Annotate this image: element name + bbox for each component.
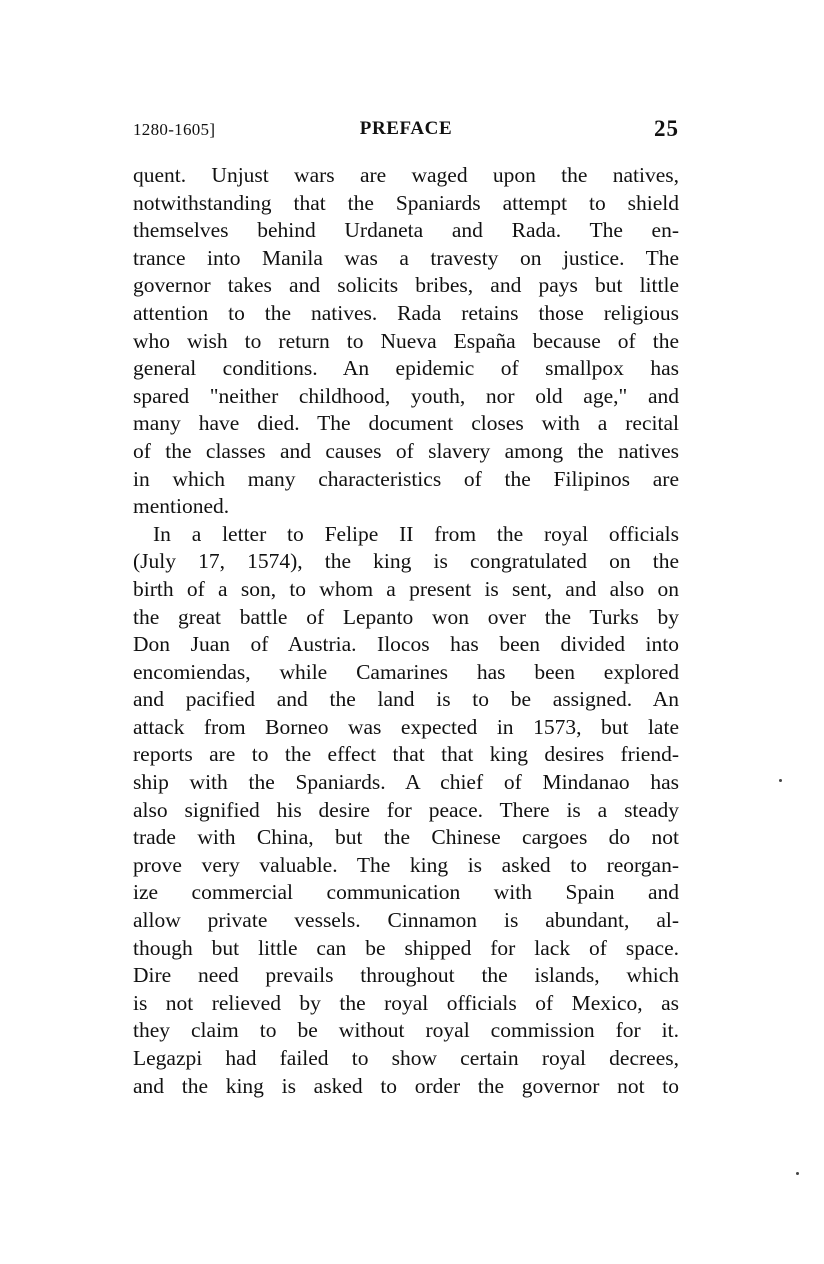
- text-line: prove very valuable. The king is asked to reorgan-: [133, 852, 679, 877]
- text-line: attack from Borneo was expected in 1573, but late: [133, 714, 679, 739]
- text-line: (July 17, 1574), the king is congratulated on the: [133, 549, 679, 574]
- running-head: [133, 116, 679, 146]
- text-line: the great battle of Lepanto won over the Turks by: [133, 604, 679, 629]
- paragraph-end-line: mentioned.: [133, 494, 230, 519]
- text-line: also signified his desire for peace. There is a steady: [133, 797, 679, 822]
- text-line: and the king is asked to order the governor not to: [133, 1073, 679, 1098]
- paragraph-start-line: In a letter to Felipe II from the royal officials: [153, 521, 679, 546]
- text-line: ize commercial communication with Spain and: [133, 880, 679, 905]
- text-line: who wish to return to Nueva España because of the: [133, 328, 679, 353]
- text-line: birth of a son, to whom a present is sent, and also on: [133, 576, 679, 601]
- text-line: notwithstanding that the Spaniards attempt to shield: [133, 190, 679, 215]
- running-head-date-range: 1280-1605]: [133, 120, 216, 139]
- text-line: Legazpi had failed to show certain royal decrees,: [133, 1046, 679, 1070]
- text-line: attention to the natives. Rada retains those religious: [133, 300, 679, 325]
- text-line: spared "neither childhood, youth, nor old age," and: [133, 383, 679, 408]
- text-line: trance into Manila was a travesty on justice. The: [133, 245, 679, 270]
- text-line: Don Juan of Austria. Ilocos has been divided into: [133, 632, 679, 657]
- text-line: reports are to the effect that that king desires friend-: [133, 742, 679, 767]
- page-number: 25: [654, 116, 679, 141]
- text-line: general conditions. An epidemic of smallpox has: [133, 356, 679, 381]
- scan-speck: [796, 1172, 799, 1175]
- text-line: in which many characteristics of the Filipinos are: [133, 466, 679, 491]
- text-line: quent. Unjust wars are waged upon the natives,: [133, 163, 679, 187]
- body-text: [133, 162, 679, 1100]
- text-line: governor takes and solicits bribes, and pays but little: [133, 273, 679, 298]
- text-line: they claim to be without royal commission for it.: [133, 1018, 679, 1043]
- running-head-title: PREFACE: [359, 118, 453, 139]
- text-line: ship with the Spaniards. A chief of Mindanao has: [133, 770, 679, 795]
- text-line: encomiendas, while Camarines has been explored: [133, 659, 679, 684]
- text-line: of the classes and causes of slavery among the natives: [133, 438, 679, 463]
- text-line: though but little can be shipped for lack of space.: [133, 935, 679, 960]
- text-line: and pacified and the land is to be assigned. An: [133, 687, 679, 712]
- scan-speck: [779, 779, 782, 782]
- text-line: many have died. The document closes with a recital: [133, 411, 679, 436]
- text-line: trade with China, but the Chinese cargoes do not: [133, 825, 679, 850]
- text-line: allow private vessels. Cinnamon is abundant, al-: [133, 908, 679, 933]
- text-line: Dire need prevails throughout the islands, which: [133, 963, 679, 988]
- text-line: is not relieved by the royal officials of Mexico, as: [133, 990, 679, 1015]
- text-line: themselves behind Urdaneta and Rada. The en-: [133, 218, 679, 243]
